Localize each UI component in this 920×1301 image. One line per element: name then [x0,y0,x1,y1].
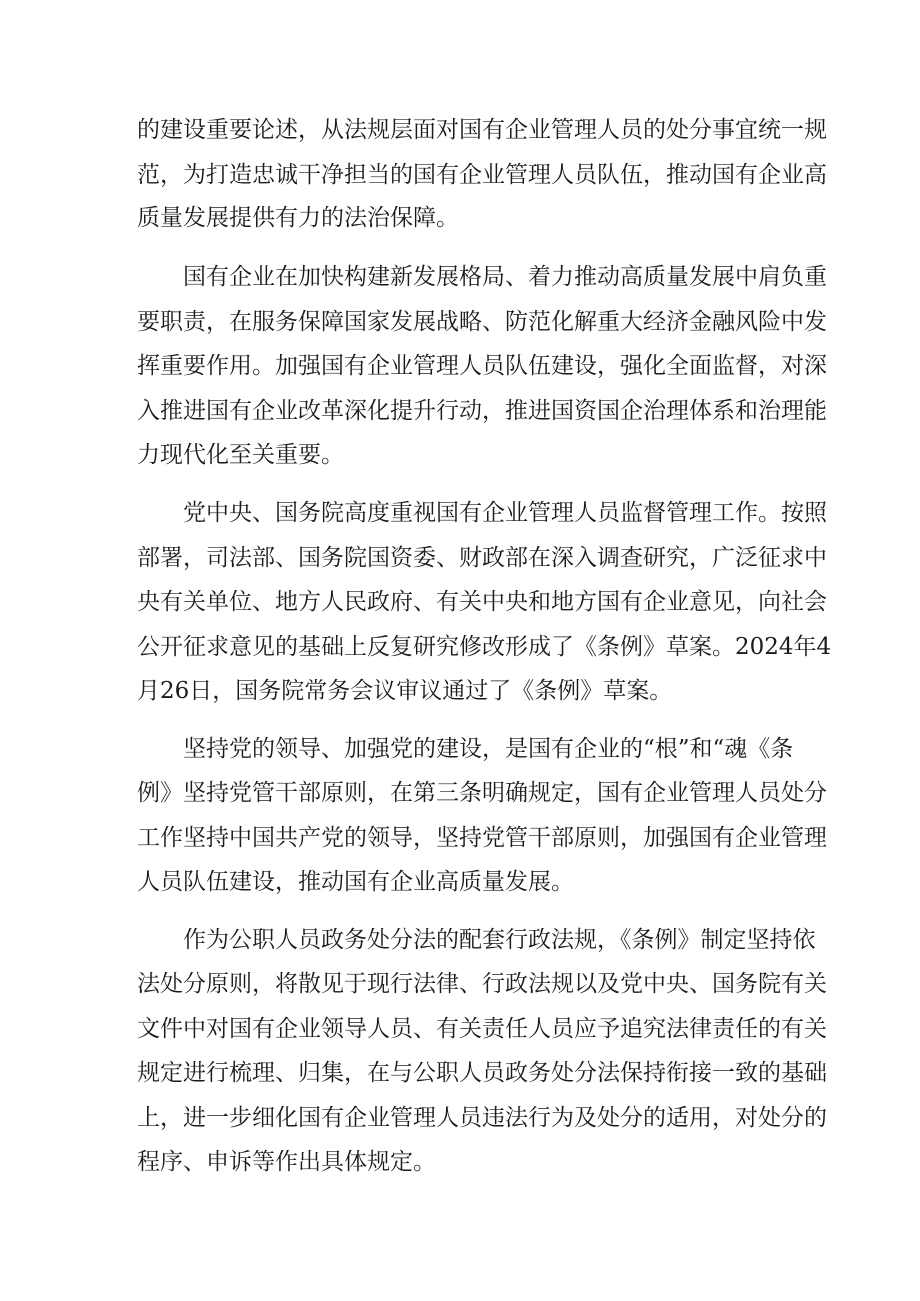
text-line: 质量发展提供有力的法治保障。 [137,205,459,231]
text-line: 央有关单位、地方人民政府、有关中央和地方国有企业意见，向社会 [137,589,827,615]
text-line: 月26日，国务院常务会议审议通过了《条例》草案。 [137,678,673,704]
text-line: 国有企业在加快构建新发展格局、着力推动高质量发展中肩负重 [183,264,827,290]
text-line: 例》坚持党管干部原则，在第三条明确规定，国有企业管理人员处分 [137,780,827,806]
text-line: 力现代化至关重要。 [137,442,344,468]
text-line: 的建设重要论述，从法规层面对国有企业管理人员的处分事宜统一规 [137,117,827,143]
text-line: 规定进行梳理、归集，在与公职人员政务处分法保持衔接一致的基础 [137,1060,827,1086]
text-line: 坚持党的领导、加强党的建设，是国有企业的“根”和“魂《条 [183,736,794,762]
text-line: 文件中对国有企业领导人员、有关责任人员应予追究法律责任的有关 [137,1016,827,1042]
text-line: 要职责，在服务保障国家发展战略、防范化解重大经济金融风险中发 [137,309,827,335]
text-line: 党中央、国务院高度重视国有企业管理人员监督管理工作。按照 [183,500,827,526]
text-line: 法处分原则，将散见于现行法律、行政法规以及党中央、国务院有关 [137,971,827,997]
text-line: 入推进国有企业改革深化提升行动，推进国资国企治理体系和治理能 [137,398,827,424]
text-line: 人员队伍建设，推动国有企业高质量发展。 [137,869,574,895]
text-line: 作为公职人员政务处分法的配套行政法规，《条例》制定坚持依 [183,927,816,953]
text-line: 工作坚持中国共产党的领导，坚持党管干部原则，加强国有企业管理 [137,825,827,851]
text-line: 上，进一步细化国有企业管理人员违法行为及处分的适用，对处分的 [137,1105,827,1131]
text-line: 部署，司法部、国务院国资委、财政部在深入调查研究，广泛征求中 [137,545,827,571]
text-line: 范，为打造忠诚干净担当的国有企业管理人员队伍，推动国有企业高 [137,162,827,188]
text-line: 挥重要作用。加强国有企业管理人员队伍建设，强化全面监督，对深 [137,353,827,379]
text-line: 程序、申诉等作出具体规定。 [137,1149,436,1175]
text-line: 公开征求意见的基础上反复研究修改形成了《条例》草案。2024年4 [137,634,832,660]
